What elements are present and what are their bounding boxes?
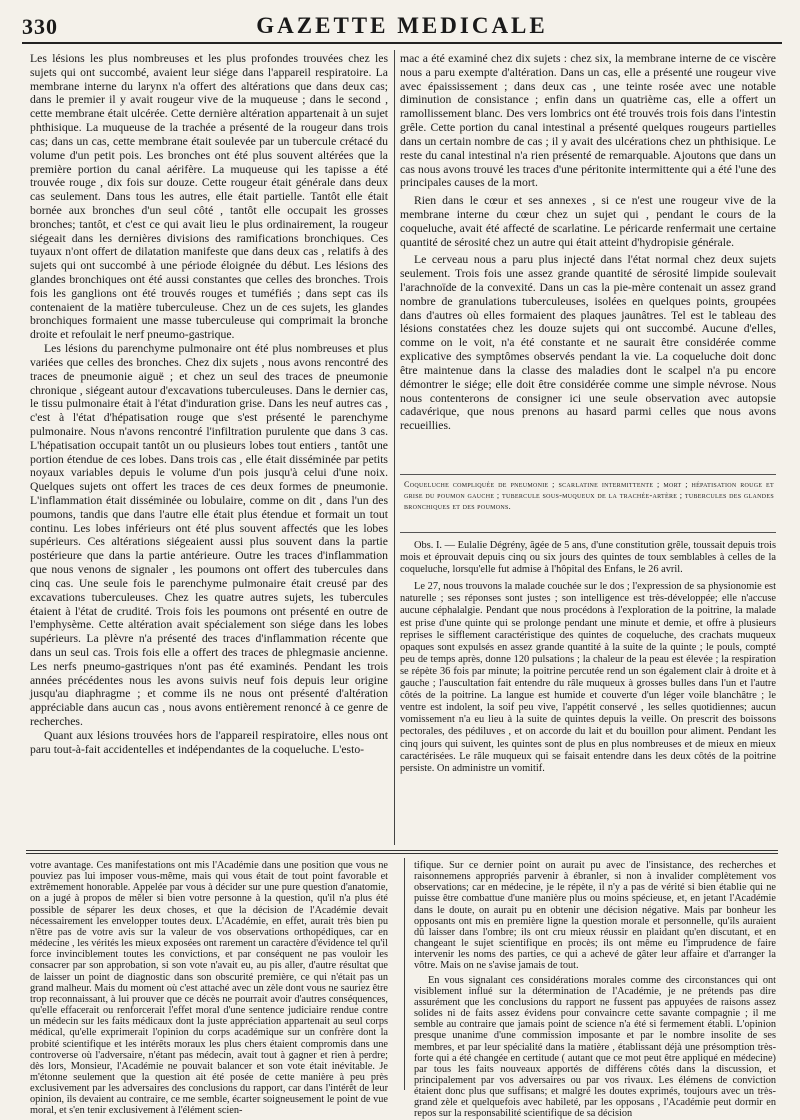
summary-bottom-rule — [400, 532, 776, 533]
letter-paragraph-right-2: En vous signalant ces considérations morales comme des circonstances qui ont visiblement influé sur la détermination de l'Académie, je ne prétends pas dire assurément que les conclusions du rapport ne fussent pas appuyées de raisons assez solides ni de faits assez évidens pour convaincre cette savante compagnie ; il me semble au contraire que jamais point de science n'a été si fermement établi. L'opinion presque unanime d'une commission imposante et par le nombre insolite de ses membres, et par leur spécialité dans la matière , établissant déjà une présomption très-forte qui a été changée en certitude ( autant que ce mot peut être appliqué en médecine) par tous les faits nouveaux apportés de différens côtés dans la discussion, et principalement par vos adversaires ou par vos rivaux. Les élémens de conviction étaient donc plus que suffisans; et malgré les doutes exprimés, toujours avec un très-grand zèle et quelquefois avec habileté, par les opposans , l'Académie peut dormir en repos sur la responsabilité scientifique de sa décision — [414, 974, 776, 1120]
paragraph-stomach: mac a été examiné chez dix sujets : chez six, la membrane interne de ce viscère nous a paru exempte d'altération. Dans un cas, elle a présenté une rougeur vive avec épaississement ; dans deux cas , une teinte rosée avec une notable diminution de consistance ; enfin dans un quatrième cas, elle a offert un ramollissement blanc. Des vers lombrics ont été trouvés trois fois dans l'intestin grêle. Cette portion du canal intestinal a présenté quelques rougeurs partielles dans un certain nombre de cas ; il y avait des ulcérations chez un phthisique. Le reste du canal intestinal n'a rien présenté de remarquable. Ajoutons que dans un cas nous avons trouvé les traces d'une péritonite intermittente qui a été l'une des principales causes de la mort. — [400, 52, 776, 190]
section-divider — [26, 850, 778, 851]
letter-paragraph-right-1: tifique. Sur ce dernier point on aurait pu avec de l'insistance, des recherches et raisonnemens appropriés parvenir à ébranler, si non à invalider complètement vos observations; car en médecine, je le répète, il n'y a pas de vérité si bien établie qui ne puisse être combattue d'une manière plus ou moins spécieuse, et, en jetant l'Académie dans le doute, on aurait pu en obtenir une décision négative. Mais par bonheur les opposants ont mis en première ligne la question morale et personnelle, qu'ils auraient dû laisser dans l'ombre; ils ont cru mieux réussir en plaidant qu'en discutant, et en changeant le sujet scientifique en procès; ils ont même eu l'imprudence de faire intervenir les noms des parties, ce qui a achevé de gâter leur affaire et d'arranger la vôtre. Mais on ne s'avise jamais de tout. — [414, 860, 776, 972]
column-divider — [394, 50, 395, 845]
paragraph-pulmonary-lesions: Les lésions du parenchyme pulmonaire ont été plus nombreuses et plus variées que celles des bronches. Chez dix sujets , nous avons rencontré des traces de pneumonie aiguë ; et chez un seul des traces de pneumonie chronique , siégeant autour d'excavations tuberculeuses. Dans le dernier cas, le tissu pulmonaire était à l'état d'induration grise. Dans les neuf autres cas , c'est à l'état d'hépatisation rouge que s'est présenté le parenchyme pulmonaire. Nous n'avons rencontré l'infiltration purulente que dans 3 cas. L'hépatisation occupait tantôt un ou plusieurs lobes tout entiers , tantôt une portion étendue de ces lobes. Dans trois cas , elle était disséminée par petits noyaux variables depuis le volume d'un pois jusqu'à celui d'une noix. Quelques sujets ont offert les traces de ces deux formes de pneumonie. L'inflammation était disséminée ou lobulaire, comme on dit , dans l'un des poumons, tandis que dans l'autre elle était plus étendue et formait un tout continu. Les lobes inférieurs ont été plus souvent affectés que les lobes supérieurs. Ces altérations siégeaient aussi plus souvent dans la partie postérieure que dans la partie antérieure. Outre les traces d'inflammation que nous venons de signaler , les poumons ont offert des tubercules dans cinq cas. Une seule fois le parenchyme pulmonaire était creusé par des excavations tuberculeuses. Chez les quatre autres sujets, les tubercules étaient à l'état de crudité. Trois fois les poumons ont présenté en outre de l'emphysème. Cette altération avait spécialement son siége dans les lobes supérieurs. La plèvre n'a présenté des traces d'inflammation récente que dans un seul cas. Trois fois elle a offert des traces de phlegmasie ancienne. Les nerfs pneumo-gastriques n'ont pas été examinés. Pendant les trois années précédentes nous les avons suivis neuf fois depuis leur origine jusqu'au diaphragme ; et comme ils ne nous ont présenté d'altération appréciable dans aucun cas , nous avons entièrement renoncé à ce genre de recherches. — [30, 342, 388, 728]
paragraph-other-lesions: Quant aux lésions trouvées hors de l'appareil respiratoire, elles nous ont paru tout-à-fait accidentelles et indépendantes de la coqueluche. L'esto- — [30, 728, 388, 756]
paragraph-brain: Le cerveau nous a paru plus injecté dans l'état normal chez deux sujets seulement. Trois fois une assez grande quantité de sérosité limpide soulevait l'arachnoïde de la convexité. Dans un cas la pie-mère contenait un assez grand nombre de granulations tuberculeuses, isolées en quelques points, groupées dans d'autres où elles formaient des plaques jaunâtres. Tel est le tableau des lésions constatées chez les douze sujets qui ont succombé. Aucune d'elles, comme on le voit, n'a été constante et ne saurait être considérée comme explicative des symptômes observés pendant la vie. La coqueluche doit donc être maintenue dans la classe des maladies dont le scalpel n'a pu encore démontrer le siége; elle doit être considérée comme une simple névrose. Nous nous contenterons de consigner ici une seule observation avec autopsie cadavérique, que nous prenons au hasard parmi celles que nous avons recueillies. — [400, 253, 776, 433]
paragraph-heart: Rien dans le cœur et ses annexes , si ce n'est une rougeur vive de la membrane interne du cœur chez un sujet qui , pendant le cours de la coqueluche, avait été affecté de scarlatine. Le péricarde renfermait une certaine quantité de sérosité chez un autre qui était atteint d'hydropisie générale. — [400, 194, 776, 249]
section-divider-double — [26, 853, 778, 854]
page-number: 330 — [22, 14, 58, 39]
observation-details: Le 27, nous trouvons la malade couchée sur le dos ; l'expression de sa physionomie est naturelle ; ses réponses sont justes ; son intelligence est très-développée; elle n'accuse aucune céphalalgie. Pendant que nous procédons à l'exploration de la poitrine, la malade est prise d'une quinte qui se prolonge pendant une minute et demie, et offre à plusieurs reprises le sifflement caractéristique des quintes de coqueluche, des crachats muqueux opaques sont expulsés en assez grande quantité à la suite de la quinte ; le pouls, compté peu de temps après, donne 120 pulsations ; la chaleur de la peau est élevée ; la respiration se répète 36 fois par minute; la poitrine percutée rend un son également clair à droite et à gauche ; l'auscultation fait entendre du râle muqueux à grosses bulles dans l'un et l'autre côtés de la poitrine. La langue est humide et couverte d'un léger voile blanchâtre ; le ventre est indolent, la soif peu vive, l'appétit conservé , les selles quotidiennes; aucun vomissement n'a eu lieu à la suite de quintes depuis la veille. On prescrit des boissons pectorales, des pédiluves , et on accorde du lait et du bouillon pour aliment. Pendant les cinq jours qui suivent, les quintes sont de plus en plus nombreuses et de mieux en mieux caractérisées. Le râle muqueux qui se faisait entendre dans les deux côtés de la poitrine persiste. On administre un vomitif. — [400, 581, 776, 774]
case-summary: Coqueluche compliquée de pneumonie ; scarlatine intermittente ; mort ; hépatisation rouge et grise du poumon gauche ; tubercule sous-muqueux de la trachée-artère ; tubercules des glandes bronchiques et des poumons. — [404, 480, 774, 511]
feuilleton-right-column — [414, 860, 776, 1120]
masthead-title: GAZETTE MEDICALE — [256, 13, 548, 38]
observation-intro: Obs. I. — Eulalie Dégrény, âgée de 5 ans, d'une constitution grêle, toussait depuis trois mois et éprouvait depuis cinq ou six jours des quintes de toux semblables à celles de la coqueluche, lorsqu'elle fut admise à l'hôpital des Enfans, le 26 avril. — [400, 540, 776, 576]
summary-top-rule — [400, 474, 776, 475]
article-left-column — [30, 52, 388, 756]
feuilleton-left-column — [30, 860, 388, 1117]
observation-block — [400, 540, 776, 775]
paragraph-respiratory-lesions: Les lésions les plus nombreuses et les plus profondes trouvées chez les sujets qui ont succombé, avaient leur siége dans l'appareil respiratoire. La membrane interne du larynx n'a offert des altérations que dans deux cas; dans le premier il y avait rougeur vive de la muqueuse ; dans le second , cette membrane était ulcérée. Cette dernière altération appartenait à un sujet phthisique. La muqueuse de la trachée a présenté de la rougeur dans trois cas; dans un cas, cette membrane était soulevée par un tubercule crétacé du volume d'un petit pois. Les bronches ont été plus souvent altérées que la première portion du canal aérifère. La muqueuse qui les tapisse a été trouvée rouge , dix fois sur douze. Cette rougeur était générale dans deux cas seulement. Dans tous les autres, elle était partielle. Tantôt elle était bornée aux bronches d'un seul côté , tantôt elle occupait les grosses bronches; tantôt, et c'est ce qui avait lieu le plus ordinairement, la rougeur siégeait dans les dernières divisions des ramifications bronchiques. Ces tuyaux n'ont offert de dilatation manifeste que dans deux cas , relatifs à des sujets qui ont succombé à une période éloignée du début. Les lésions des glandes bronchiques ont été aussi constantes que celles des bronches. Trois fois les ganglions ont été trouvés rouges et tuméfiés ; dans sept cas ils contenaient de la matière tuberculeuse. Chez un de ces sujets, les glandes bronchiques formaient une masse tuberculeuse qui comprimait la bronche droite et refoulait le nerf pneumo-gastrique. — [30, 52, 388, 342]
letter-paragraph-left: votre avantage. Ces manifestations ont mis l'Académie dans une position que vous ne pouviez pas lui imposer vous-même, mais qui vous était de tout point favorable et extrêmement honorable. Appelée par vous à décider sur une pure question d'anatomie, on a jugé à propos de mêler si bien votre personne à la question, qu'il n'a plus été possible de séparer les deux choses, et que la décision de l'Académie devait nécessairement les envelopper toutes deux. L'Académie, en effet, aurait très bien pu n'être pas de votre avis sur la valeur de vos observations orthopédiques, car en médecine , les vérités les mieux exposées ont rarement un caractère d'évidence tel qu'il force invinciblement toutes les convictions, et par conséquent ne pas vouloir les consacrer par son approbation, si son vote n'avait eu, au pis aller, d'autre résultat que de laisser un point de diagnostic dans son obscurité première, ce qui n'était pas un grand malheur. Mais du moment où c'est attaché avec un zèle dont vous ne sauriez être trop reconnaissant, à lui prouver que ce décès ne pourrait avoir d'autres conséquences, qu'elle effacerait ou renforcerait l'effet moral d'une sentence judiciaire rendue contre un médecin sur les faits médicaux dont la juste appréciation appartenait au seul corps médical, qu'elle exprimerait l'opinion du corps académique sur un confrère dont la probité scientifique et les intérêts moraux les plus chers étaient compromis dans une controverse où l'adversaire, n'étant pas médecin, avait tout à gagner et rien à perdre; dès lors, Monsieur, l'Académie ne pouvait balancer et son vote était inévitable. Je m'étonne seulement que la question ait été posée de cette manière à peu près exclusivement par les adversaires des conclusions du rapport, car dans l'intérêt de leur opinion, ils devaient au contraire, ce me semble, écarter soigneusement le point de vue moral, et s'en tenir exclusivement à l'élément scien- — [30, 860, 388, 1117]
page-header — [22, 12, 782, 44]
article-right-column — [400, 52, 776, 433]
feuilleton-column-divider — [404, 858, 405, 1090]
